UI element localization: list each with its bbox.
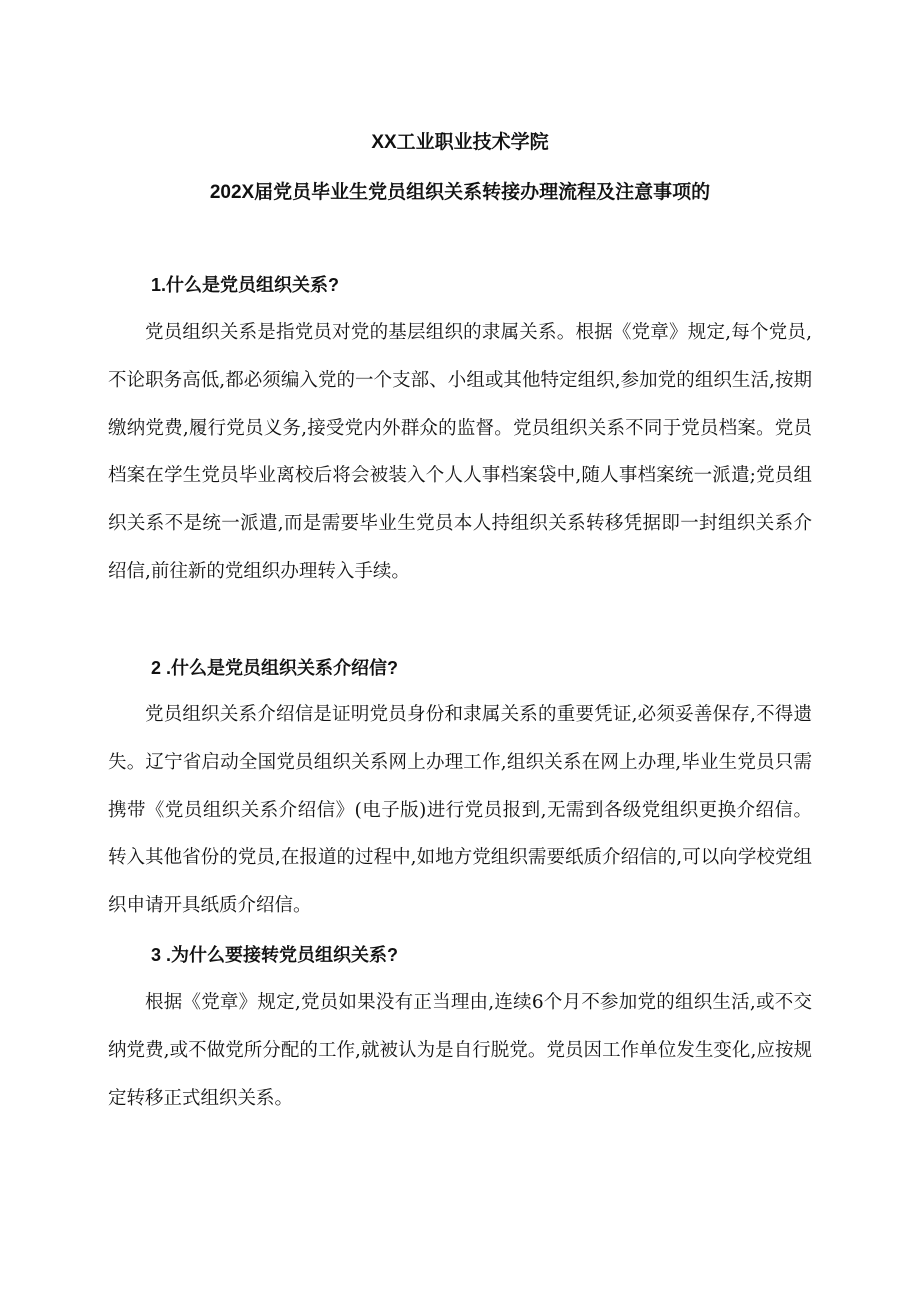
- document-title-line-1: XX工业职业技术学院: [371, 132, 549, 153]
- section-3-heading: 3 .为什么要接转党员组织关系?: [151, 945, 399, 965]
- section-2-body: 党员组织关系介绍信是证明党员身份和隶属关系的重要凭证,必须妥善保存,不得遗失。辽宁省启动全国党员组织关系网上办理工作,组织关系在网上办理,毕业生党员只需携带《党员组织关系介绍信》(电子版)进行党员报到,无需到各级党组织更换介绍信。转入其他省份的党员,在报道的过程中,如地方党组织需要纸质介绍信的,可以向学校党组织申请开具纸质介绍信。: [108, 704, 812, 917]
- section-3-body: 根据《党章》规定,党员如果没有正当理由,连续6个月不参加党的组织生活,或不交纳党费,或不做党所分配的工作,就被认为是自行脱党。党员因工作单位发生变化,应按规定转移正式组织关系。: [108, 992, 812, 1109]
- section-1-body: 党员组织关系是指党员对党的基层组织的隶属关系。根据《党章》规定,每个党员,不论职务高低,都必须编入党的一个支部、小组或其他特定组织,参加党的组织生活,按期缴纳党费,履行党员义务,接受党内外群众的监督。党员组织关系不同于党员档案。党员档案在学生党员毕业离校后将会被装入个人人事档案袋中,随人事档案统一派遣;党员组织关系不是统一派遣,而是需要毕业生党员本人持组织关系转移凭据即一封组织关系介绍信,前往新的党组织办理转入手续。: [108, 322, 812, 582]
- document-title-line-2: 202X届党员毕业生党员组织关系转接办理流程及注意事项的: [209, 182, 711, 203]
- section-2-heading: 2 .什么是党员组织关系介绍信?: [151, 658, 399, 678]
- section-1-heading: 1.什么是党员组织关系?: [151, 275, 340, 295]
